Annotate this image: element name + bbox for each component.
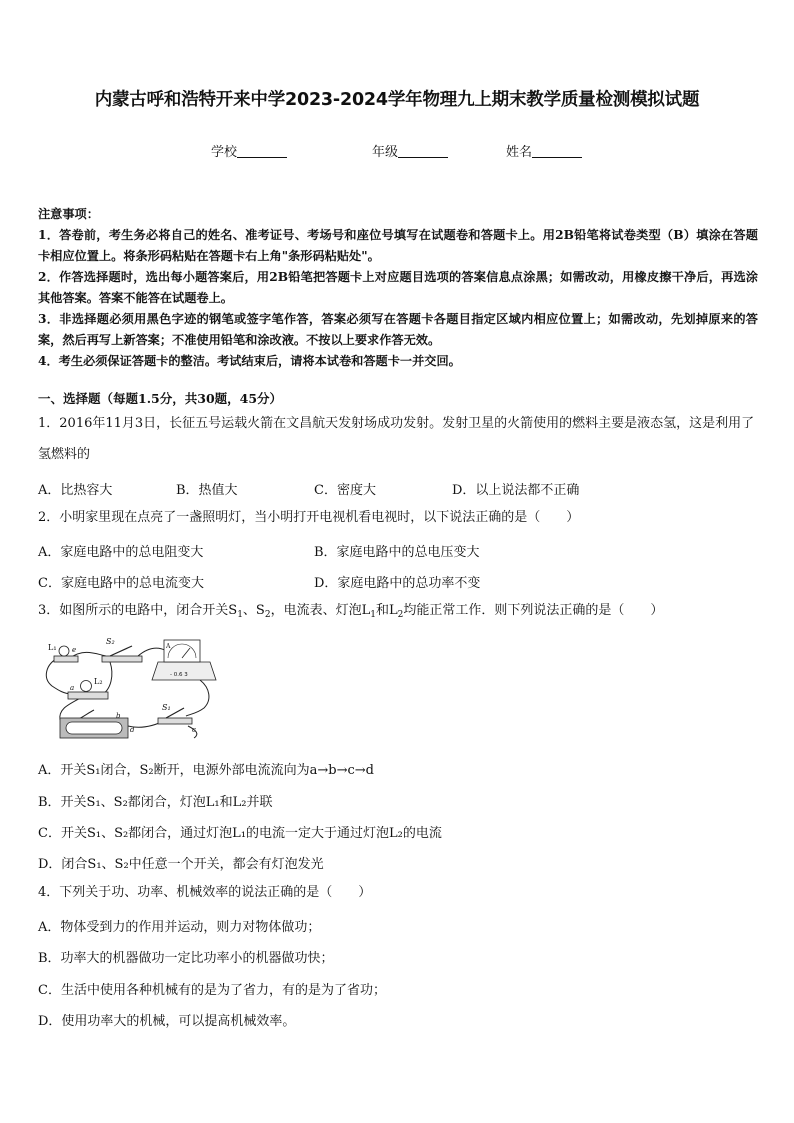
q2-option-b[interactable]: B．家庭电路中的总电压变大 [314,545,480,560]
q3-stem-part: 和L [375,603,398,618]
grade-field [372,141,448,160]
ammeter-letter: A [166,643,171,650]
q4-option-b[interactable]: B．功率大的机器做功一定比功率小的机器做功快； [38,951,334,966]
school-blank[interactable] [237,144,287,158]
wire [46,658,75,694]
switch-s1 [158,703,196,734]
q3-option-b[interactable]: B．开关S₁、S₂都闭合，灯泡L₁和L₂并联 [38,795,273,810]
label-s1: S₁ [162,703,171,712]
q4-option-a[interactable]: A．物体受到力的作用并运动，则力对物体做功； [38,920,321,935]
q3-subscript: 1 [237,610,243,620]
name-label: 姓名 [506,145,533,160]
q4-option-c[interactable]: C．生活中使用各种机械有的是为了省力，有的是为了省功； [38,983,386,998]
q3-stem-part: 均能正常工作．则下列说法正确的是（ ） [403,603,664,618]
name-blank[interactable] [532,144,582,158]
q2-option-d[interactable]: D．家庭电路中的总功率不变 [314,576,481,591]
grade-blank[interactable] [398,144,448,158]
notes-block [38,204,758,372]
q3-stem-part: ，电流表、灯泡L [270,603,371,618]
note-item: 4．考生必须保证答题卡的整洁。考试结束后，请将本试卷和答题卡一并交回。 [38,354,461,368]
q3-option-c[interactable]: C．开关S₁、S₂都闭合，通过灯泡L₁的电流一定大于通过灯泡L₂的电流 [38,826,442,841]
school-field [211,141,287,160]
student-info-row [0,141,794,161]
q1-option-a[interactable]: A．比热容大 [38,483,113,498]
q1-option-d[interactable]: D．以上说法都不正确 [452,483,580,498]
wire [60,696,84,720]
ammeter-scale: - 0.6 3 [170,672,188,678]
name-field [506,141,582,160]
q2-option-a[interactable]: A．家庭电路中的总电阻变大 [38,545,204,560]
question-4-stem: 4．下列关于功、功率、机械效率的说法正确的是（ ） [38,885,372,900]
q4-option-d[interactable]: D．使用功率大的机械，可以提高机械效率。 [38,1014,296,1029]
switch-s2 [102,637,142,662]
wire [186,680,209,716]
label-d: d [130,726,135,734]
q3-stem-part: 3．如图所示的电路中，闭合开关S [38,603,238,618]
q1-option-c[interactable]: C．密度大 [314,483,376,498]
page-title: 内蒙古呼和浩特开来中学2023-2024学年物理九上期末教学质量检测模拟试题 [94,90,700,110]
question-3-stem [38,595,758,626]
school-label: 学校 [211,145,238,160]
label-b: b [116,712,121,720]
lamp-l2 [68,677,108,699]
q2-option-c[interactable]: C．家庭电路中的总电流变大 [38,576,204,591]
q3-subscript: 2 [264,610,271,620]
note-item: 1．答卷前，考生务必将自己的姓名、准考证号、考场号和座位号填写在试题卷和答题卡上。用2B铅笔将试卷类型（B）填涂在答题卡相应位置上。将条形码粘贴在答题卡右上角"条形码粘贴处"。 [38,228,758,263]
lamp-l1 [48,643,78,662]
notes-heading: 注意事项： [38,207,99,221]
battery [60,712,135,738]
ammeter [152,640,216,680]
label-s2: S₂ [106,637,115,646]
question-1-stem: 1．2016年11月3日，长征五号运载火箭在文昌航天发射场成功发射。发射卫星的火箭使用的燃料主要是液态氢，这是利用了氢燃料的 [38,416,755,462]
label-l2: L₂ [94,677,103,686]
q3-stem-part: 、S [242,603,265,618]
note-item: 3．非选择题必须用黑色字迹的钢笔或签字笔作答，答案必须写在答题卡各题目指定区域内相应位置上；如需改动，先划掉原来的答案，然后再写上新答案；不准使用铅笔和涂改液。不按以上要求作答无效。 [38,312,758,347]
section-heading: 一、选择题（每题1.5分，共30题，45分） [38,391,283,406]
q1-option-b[interactable]: B．热值大 [176,483,238,498]
q3-subscript: 1 [370,610,376,620]
label-e: e [72,646,77,654]
label-l1: L₁ [48,643,57,652]
label-c: c [192,726,196,734]
circuit-figure [40,634,220,746]
q3-option-a[interactable]: A．开关S₁闭合，S₂断开，电源外部电流流向为a→b→c→d [38,763,374,778]
note-item: 2．作答选择题时，选出每小题答案后，用2B铅笔把答题卡上对应题目选项的答案信息点涂黑；如需改动，用橡皮擦干净后，再选涂其他答案。答案不能答在试题卷上。 [38,270,758,305]
q3-subscript: 2 [397,610,404,620]
question-2-stem: 2．小明家里现在点亮了一盏照明灯，当小明打开电视机看电视时，以下说法正确的是（ ） [38,510,580,525]
grade-label: 年级 [372,145,399,160]
label-a: a [70,684,75,692]
q3-option-d[interactable]: D．闭合S₁、S₂中任意一个开关，都会有灯泡发光 [38,857,324,872]
